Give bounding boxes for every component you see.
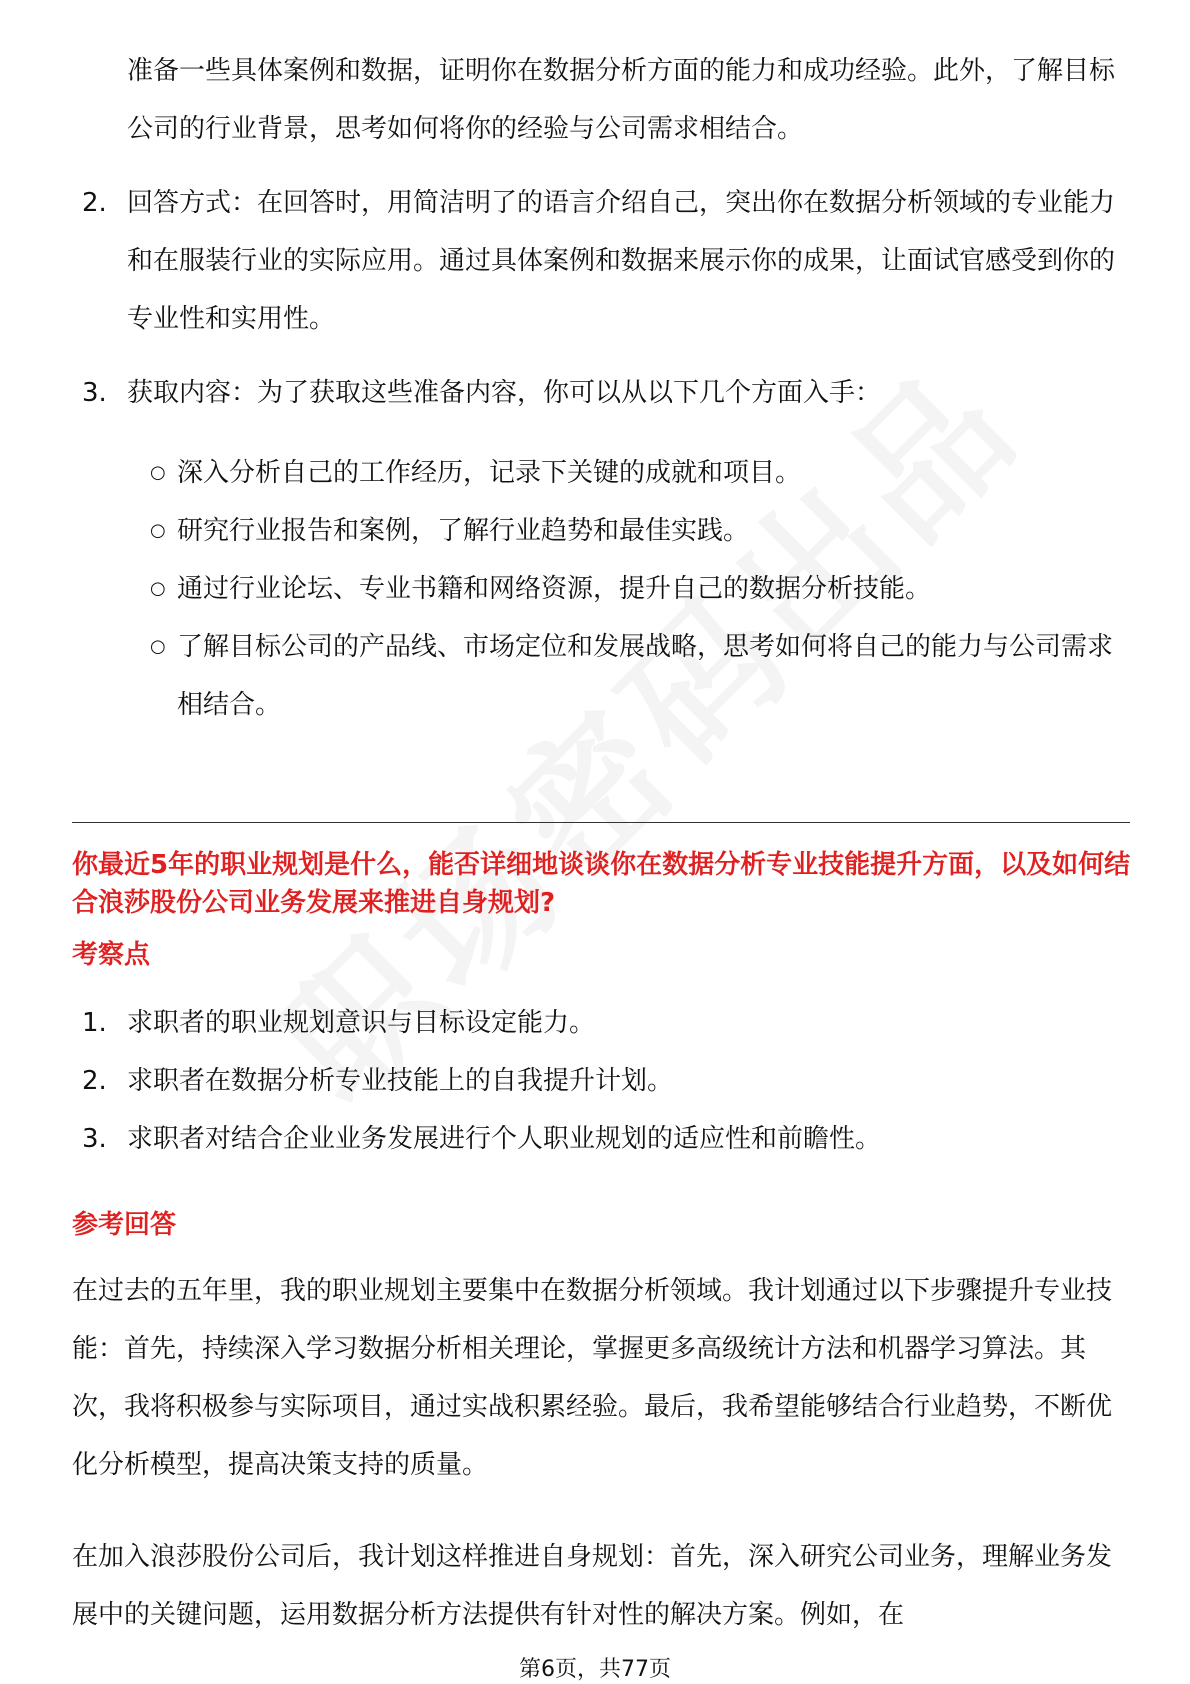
bullet-item: [150, 618, 1115, 734]
answer-paragraph: 在加入浪莎股份公司后，我计划这样推进自身规划：首先，深入研究公司业务，理解业务发展中的关键问题，运用数据分析方法提供有针对性的解决方案。例如，在: [72, 1542, 1113, 1630]
bullet-text: 了解目标公司的产品线、市场定位和发展战略，思考如何将自己的能力与公司需求相结合。: [177, 632, 1114, 720]
bullet-item: [150, 502, 1115, 560]
list-item-text: 求职者的职业规划意识与目标设定能力。: [127, 1008, 596, 1038]
exam-points-heading: 考察点: [72, 940, 151, 970]
bullet-icon: ○: [150, 636, 166, 657]
section-divider: [72, 822, 1130, 823]
bullet-text: 通过行业论坛、专业书籍和网络资源，提升自己的数据分析技能。: [177, 574, 932, 604]
bullet-text: 深入分析自己的工作经历，记录下关键的成就和项目。: [177, 458, 802, 488]
bullet-icon: ○: [150, 578, 166, 599]
question-title: 你最近5年的职业规划是什么，能否详细地谈谈你在数据分析专业技能提升方面，以及如何结合浪莎股份公司业务发展来推进自身规划?: [72, 850, 1131, 918]
continuation-paragraph: 准备一些具体案例和数据，证明你在数据分析方面的能力和成功经验。此外，了解目标公司的行业背景，思考如何将你的经验与公司需求相结合。: [127, 56, 1116, 144]
bullet-item: [150, 444, 1115, 502]
page-footer: 第6页，共77页: [519, 1657, 671, 1682]
answer-paragraph: 在过去的五年里，我的职业规划主要集中在数据分析领域。我计划通过以下步骤提升专业技能：首先，持续深入学习数据分析相关理论，掌握更多高级统计方法和机器学习算法。其次，我将积极参与实际项目，通过实战积累经验。最后，我希望能够结合行业趋势，不断优化分析模型，提高决策支持的质量。: [72, 1276, 1113, 1480]
list-item-text: 获取内容：为了获取这些准备内容，你可以从以下几个方面入手：: [127, 378, 882, 408]
list-item: [82, 994, 1117, 1052]
reference-answer-heading: 参考回答: [72, 1210, 177, 1240]
list-number: 3.: [82, 1124, 107, 1154]
list-item: [82, 364, 1117, 422]
list-item: [82, 1052, 1117, 1110]
bullet-icon: ○: [150, 520, 166, 541]
list-number: 3.: [82, 378, 107, 408]
list-number: 2.: [82, 188, 107, 218]
bullet-item: [150, 560, 1115, 618]
list-number: 1.: [82, 1008, 107, 1038]
bullet-icon: ○: [150, 462, 166, 483]
list-item-text: 回答方式：在回答时，用简洁明了的语言介绍自己，突出你在数据分析领域的专业能力和在服装行业的实际应用。通过具体案例和数据来展示你的成果，让面试官感受到你的专业性和实用性。: [127, 188, 1116, 334]
list-item-text: 求职者在数据分析专业技能上的自我提升计划。: [127, 1066, 674, 1096]
list-item: [82, 1110, 1117, 1168]
bullet-text: 研究行业报告和案例，了解行业趋势和最佳实践。: [177, 516, 750, 546]
list-item-text: 求职者对结合企业业务发展进行个人职业规划的适应性和前瞻性。: [127, 1124, 882, 1154]
list-number: 2.: [82, 1066, 107, 1096]
list-item: [82, 174, 1117, 348]
